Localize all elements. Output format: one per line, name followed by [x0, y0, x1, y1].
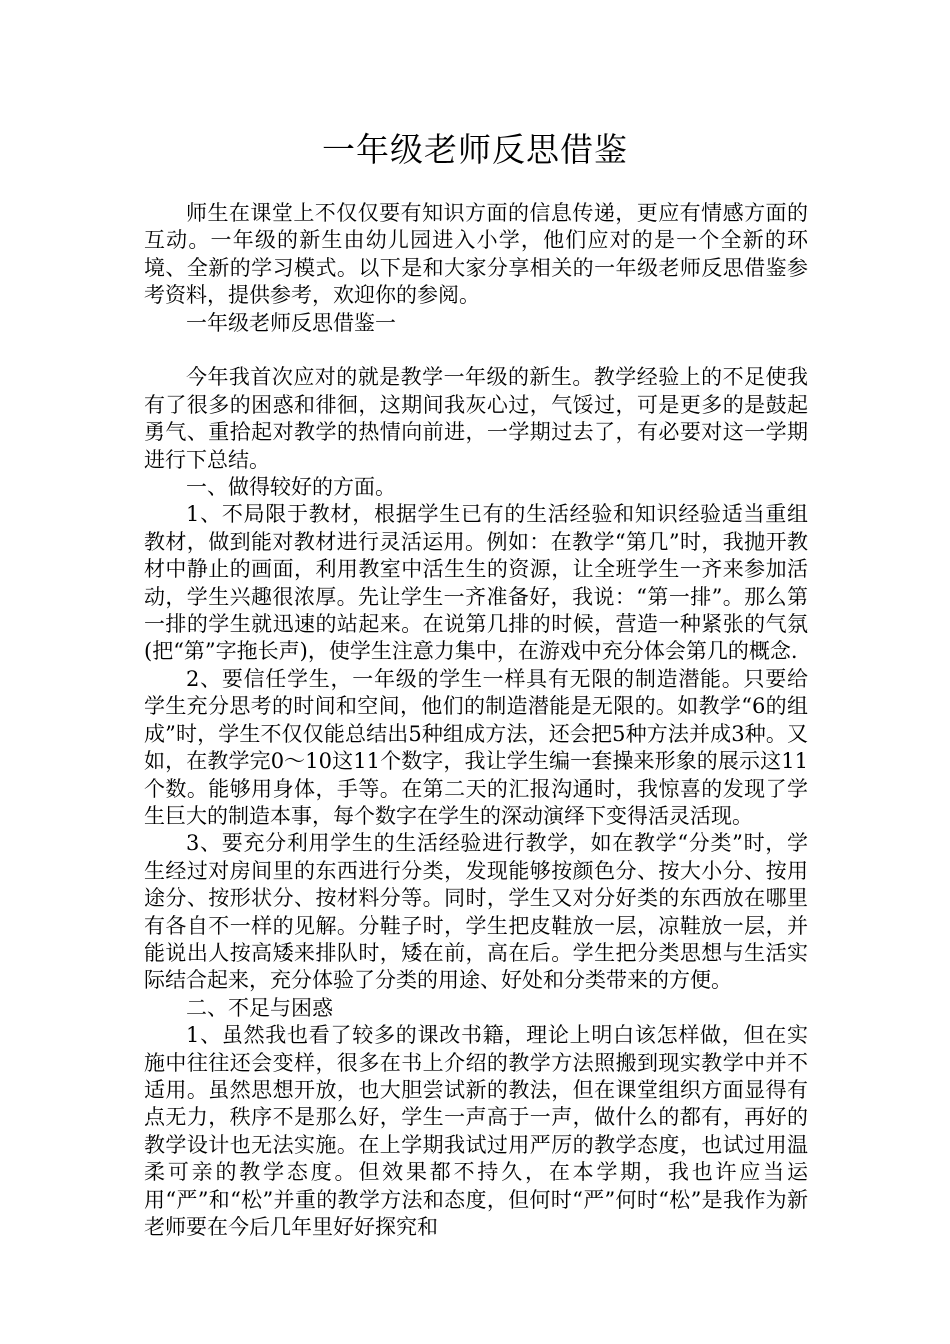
- body-paragraph: 今年我首次应对的就是教学一年级的新生。教学经验上的不足使我有了很多的困惑和徘徊，这期间我灰心过，气馁过，可是更多的是鼓起勇气、重拾起对教学的热情向前进，一学期过去了，有必要对这一学期进行下总结。: [144, 365, 808, 472]
- body-paragraph: 3、要充分利用学生的生活经验进行教学，如在教学“分类”时，学生经过对房间里的东西进行分类，发现能够按颜色分、按大小分、按用途分、按形状分、按材料分等。同时，学生又对分好类的东西放在哪里有各自不一样的见解。分鞋子时，学生把皮鞋放一层，凉鞋放一层，并能说出人按高矮来排队时，矮在前，高在后。学生把分类思想与生活实际结合起来，充分体验了分类的用途、好处和分类带来的方便。: [144, 831, 808, 993]
- document-title: 一年级老师反思借鉴: [322, 130, 628, 169]
- intro-paragraph: 师生在课堂上不仅仅要有知识方面的信息传递，更应有情感方面的互动。一年级的新生由幼儿园进入小学，他们应对的是一个全新的环境、全新的学习模式。以下是和大家分享相关的一年级老师反思借鉴参考资料，提供参考，欢迎你的参阅。: [144, 201, 808, 308]
- blank-line: [144, 337, 808, 364]
- subheading-strengths: 一、做得较好的方面。: [186, 475, 396, 500]
- section-heading: 一年级老师反思借鉴一: [186, 310, 396, 335]
- body-paragraph: 1、不局限于教材，根据学生已有的生活经验和知识经验适当重组教材，做到能对教材进行灵活运用。例如：在教学“第几”时，我抛开教材中静止的画面，利用教室中活生生的资源，让全班学生一齐来参加活动，学生兴趣很浓厚。先让学生一齐准备好，我说：“第一排”。那么第一排的学生就迅速的站起来。在说第几排的时候，营造一种紧张的气氛(把“第”字拖长声)，使学生注意力集中，在游戏中充分体会第几的概念.: [144, 502, 808, 664]
- body-paragraph: 2、要信任学生，一年级的学生一样具有无限的制造潜能。只要给学生充分思考的时间和空间，他们的制造潜能是无限的。如教学“6的组成”时，学生不仅仅能总结出5种组成方法，还会把5种方法并成3种。又如，在教学完0～10这11个数字，我让学生编一套操来形象的展示这11个数。能够用身体，手等。在第二天的汇报沟通时，我惊喜的发现了学生巨大的制造本事，每个数字在学生的深动演绎下变得活灵活现。: [144, 666, 808, 828]
- body-paragraph: 1、虽然我也看了较多的课改书籍，理论上明白该怎样做，但在实施中往往还会变样，很多在书上介绍的教学方法照搬到现实教学中并不适用。虽然思想开放，也大胆尝试新的教法，但在课堂组织方面显得有点无力，秩序不是那么好，学生一声高于一声，做什么的都有，再好的教学设计也无法实施。在上学期我试过用严厉的教学态度，也试过用温柔可亲的教学态度。但效果都不持久，在本学期，我也许应当运用“严”和“松”并重的教学方法和态度，但何时“严”何时“松”是我作为新老师要在今后几年里好好探究和: [144, 1023, 808, 1240]
- document-body: [144, 200, 808, 1241]
- subheading-shortcomings: 二、不足与困惑: [186, 995, 333, 1020]
